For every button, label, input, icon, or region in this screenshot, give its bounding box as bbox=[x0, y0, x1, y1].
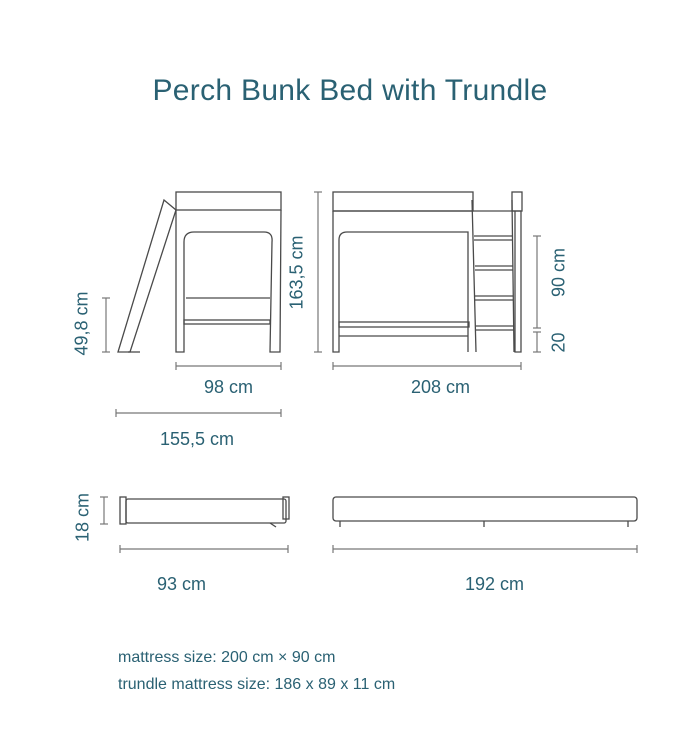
trundle-front-view bbox=[333, 497, 637, 527]
front-guard-rail bbox=[333, 192, 473, 211]
trundle-mattress-size-note: trundle mattress size: 186 x 89 x 11 cm bbox=[118, 676, 396, 693]
dim-upper-rail-height: 90 cm bbox=[548, 247, 569, 298]
dim-trundle-depth: 93 cm bbox=[157, 574, 207, 594]
dim-ladder-height: 49,8 cm bbox=[71, 291, 92, 356]
dim-bunk-side-depth: 155,5 cm bbox=[160, 429, 235, 449]
side-lower-bed bbox=[184, 320, 270, 324]
side-guard-rail bbox=[176, 192, 281, 210]
front-post-top bbox=[512, 192, 522, 211]
dim-trundle-height: 18 cm bbox=[72, 492, 93, 543]
bunk-front-view bbox=[333, 192, 522, 352]
trundle-body-front bbox=[333, 497, 637, 521]
mattress-size-note: mattress size: 200 cm × 90 cm bbox=[118, 649, 336, 666]
dim-lower-clearance: 20 bbox=[548, 332, 569, 353]
page-title: Perch Bunk Bed with Trundle bbox=[152, 74, 548, 107]
bunk-side-view bbox=[118, 192, 281, 352]
front-ladder-rails bbox=[472, 200, 514, 352]
front-frame-right bbox=[515, 211, 521, 352]
front-frame-left bbox=[333, 211, 468, 352]
trundle-handle bbox=[120, 497, 126, 524]
side-frame bbox=[176, 210, 281, 352]
dim-bunk-front-height: 163,5 cm bbox=[286, 235, 307, 310]
side-ladder bbox=[118, 200, 176, 352]
front-lower-bed bbox=[339, 322, 469, 327]
trundle-body-side bbox=[126, 499, 286, 523]
dim-trundle-length: 192 cm bbox=[465, 574, 525, 594]
dim-bunk-side-width: 98 cm bbox=[204, 377, 254, 397]
dim-bunk-front-width: 208 cm bbox=[411, 377, 471, 397]
trundle-side-view bbox=[120, 497, 289, 527]
